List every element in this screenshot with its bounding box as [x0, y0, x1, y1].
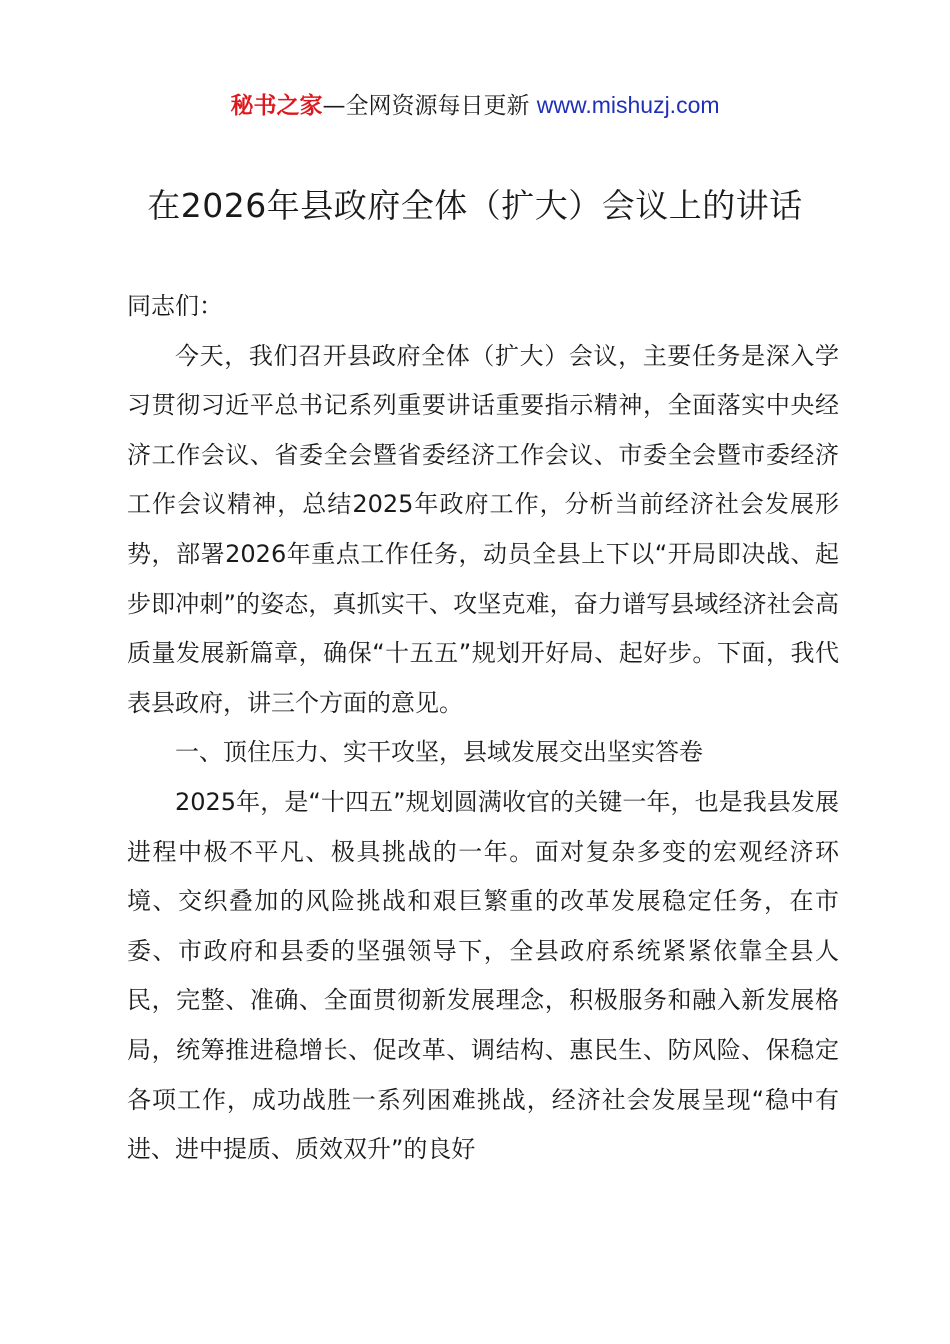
- section-heading: 一、顶住压力、实干攻坚，县域发展交出坚实答卷: [175, 738, 703, 767]
- salutation: 同志们：: [127, 292, 223, 320]
- banner-tagline: —全网资源每日更新: [322, 93, 530, 119]
- brand-name: 秘书之家: [230, 93, 323, 119]
- site-url-link[interactable]: www.mishuzj.com: [536, 92, 720, 118]
- body-paragraph: 2025年，是“十四五”规划圆满收官的关键一年，也是我县发展进程中极不平凡、极具挑战的一年。面对复杂多变的宏观经济环境、交织叠加的风险挑战和艰巨繁重的改革发展稳定任务，在市委、市政府和县委的坚强领导下，全县政府系统紧紧依靠全县人民，完整、准确、全面贯彻新发展理念，积极服务和融入新发展格局，统筹推进稳增长、促改革、调结构、惠民生、防风险、保稳定各项工作，成功战胜一系列困难挑战，经济社会发展呈现“稳中有进、进中提质、质效双升”的良好: [127, 787, 839, 1164]
- document-title: 在2026年县政府全体（扩大）会议上的讲话: [147, 186, 803, 225]
- site-banner: [0, 88, 950, 123]
- body-paragraph: 今天，我们召开县政府全体（扩大）会议，主要任务是深入学习贯彻习近平总书记系列重要讲话重要指示精神，全面落实中央经济工作会议、省委全会暨省委经济工作会议、市委全会暨市委经济工作会议精神，总结2025年政府工作，分析当前经济社会发展形势，部署2026年重点工作任务，动员全县上下以“开局即决战、起步即冲刺”的姿态，真抓实干、攻坚克难，奋力谱写县域经济社会高质量发展新篇章，确保“十五五”规划开好局、起好步。下面，我代表县政府，讲三个方面的意见。: [127, 341, 839, 717]
- document-body: [127, 282, 839, 1175]
